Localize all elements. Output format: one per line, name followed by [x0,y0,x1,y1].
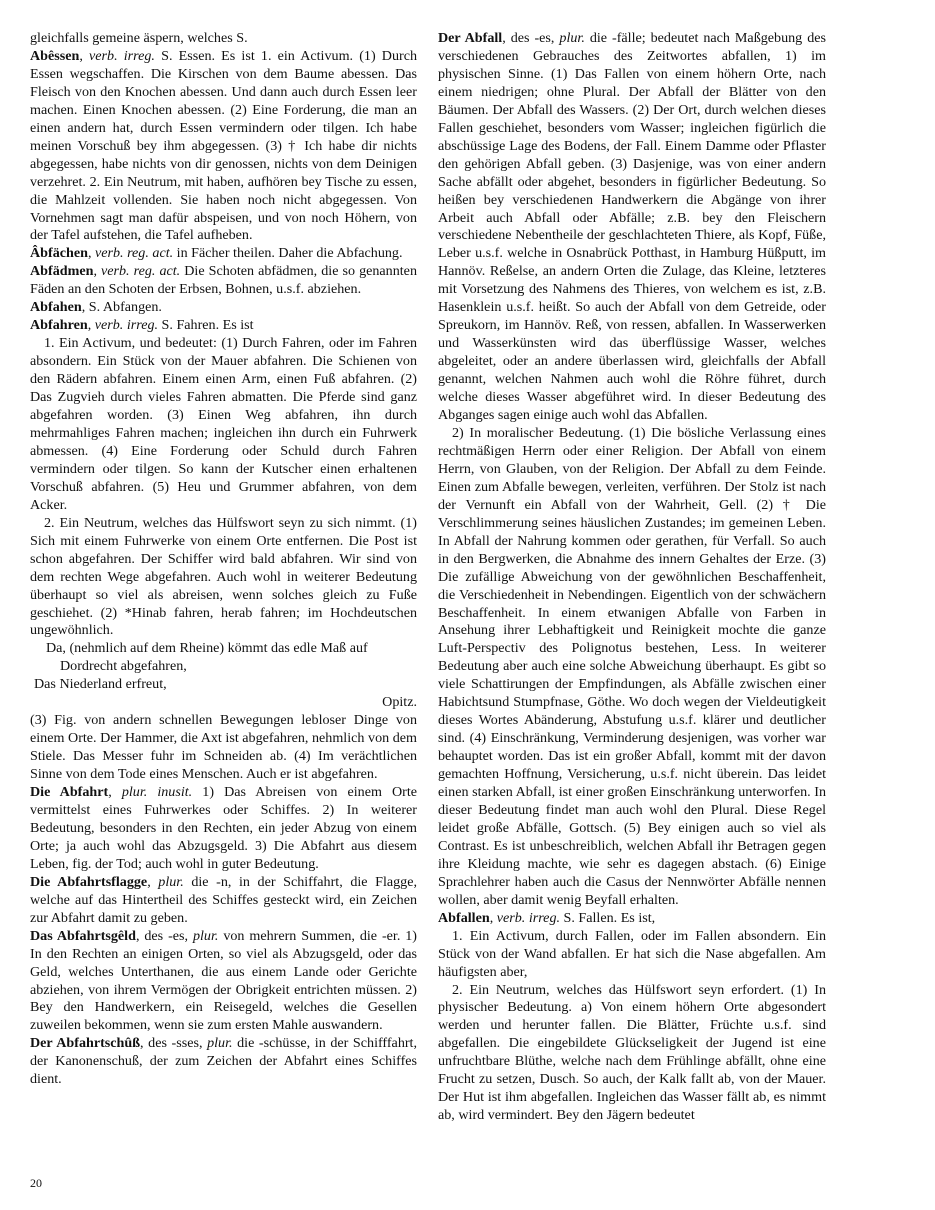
entry-text: , S. Abfangen. [81,299,162,316]
sense-paragraph: 2. Ein Neutrum, welches das Hülfswort seyn erfordert. (1) In physischer Bedeutung. a) Von einem höhern Orte abgesondert werden und herunter fallen. Die Blätter, Früchte u.s.f. sind abgefallen. Die eingebildete Glückseligkeit der Jugend ist eine unfruchtbare Blüthe, welche nach dem Frühlinge abfällt, ohne eine Frucht zu setzen, Dusch. So auch, der Kalk fallt ab, von der Mauer. Der Hut ist ihm abgefallen. Ingleichen das Wasser fällt ab, es nimmt ab, wird vermindert. Bey den Jägern bedeutet [438,981,826,1124]
entry-text: die -n, in der Schiffahrt, die Flagge, welche auf das Hintertheil des Schiffes gesteckt wird, ein Zeichen zur Abfahrt damit zu geben. [30,873,417,926]
headword: Abêssen [30,47,80,64]
grammar-note: plur. [192,927,219,944]
headword: Die Abfahrtsflagge [30,873,148,890]
entry-text: von mehrern Summen, die -er. 1) In den Rechten an einigen Orten, so viel als Abzugsgeld, oder das Geld, welches Unterthanen, die aus einem Lande oder Gerichte abziehen, von ihrem Vermögen der Obrigkeit entrichten müssen. 2) Bey den Handwerkern, ein Reisegeld, welches die Gesellen zuweilen bekommen, wenn sie zum ersten Mahle auswandern. [30,927,417,1034]
entry-abfahren: Abfahren, verb. irreg. S. Fahren. Es ist [30,317,254,334]
entry-abfallen: Abfallen, verb. irreg. S. Fallen. Es ist, [438,909,656,926]
verse-line: Das Niederland erfreut, [34,676,167,693]
verse-author: Opitz. [382,694,417,711]
headword: Die Abfahrt [30,784,109,801]
entry-text: Die Schoten abfädmen, die so genannten Fäden an den Schoten der Erbsen, Bohnen, u.s.f. abziehen. [30,263,417,298]
headword: Der Abfall [438,30,503,46]
headword: Abfahren [30,317,88,334]
grammar-note: plur. inusit. [121,784,193,801]
sense-paragraph: 2. Ein Neutrum, welches das Hülfswort seyn zu sich nimmt. (1) Sich mit einem Fuhrwerke von einem Orte entfernen. Die Post ist schon abgefahren. Der Schiffer wird bald abfahren. Wir sind von dem rechten Wege abgefahren. Auch wohl in weiterer Bedeutung überhaupt so viel als abreisen, wenn solches gleich zu Fuße geschiehet. (2) *Hinab fahren, herab fahren; im Hochdeutschen ungewöhnlich. [30,514,417,639]
right-column [438,30,826,1125]
grammar-note: plur. [207,1035,233,1052]
sense-paragraph: 1. Ein Activum, durch Fallen, oder im Fallen absondern. Ein Stück von der Wand abfallen. Er hat sich die Nase abgefallen. Am häufigsten aber, [438,927,826,980]
grammar-note: verb. irreg. [94,317,159,334]
sense-paragraph: (3) Fig. von andern schnellen Bewegungen lebloser Dinge von einem Orte. Der Hammer, die Axt ist abgefahren, nehmlich von dem Stiele. Das Messer fuhr im Schneiden ab. (4) Im verächtlichen Sinne von dem Tode eines Menschen. Auch er ist abgefahren. [30,712,417,783]
grammar-note: verb. irreg. [89,47,155,64]
entry-abfahrt: Die Abfahrt, plur. inusit. 1) Das Abreisen von einem Orte vermittelst eines Fuhrwerkes oder Schiffes. 2) In weiterer Bedeutung, besonders in den Rechten, ein jeder Abzug von einem Orte; ja auch wohl das Abzugsgeld. 3) Die Abfahrt aus diesem Leben, fig. der Tod; auch wohl in guter Bedeutung. [30,784,418,872]
entry-text: S. Essen. Es ist 1. ein Activum. (1) Durch Essen wegschaffen. Die Kirschen von dem Baume abessen. Das Fleisch von den Knochen abessen. Und dann auch durch Essen leer machen. Einen Knochen abessen. (2) Eine Forderung, die man an einen andern hat, durch Essen vermindern oder tilgen. Ich habe meinen Vorschuß bey ihm abgegessen. (3) † Ich habe dir nichts abgegessen, habe nichts von dir genossen, nichts von dem Deinigen verzehret. 2. Ein Neutrum, mit haben, aufhören bey Tische zu essen, die Mahlzeit vollenden. Sie haben noch nicht abgegessen. Von Vornehmen sagt man dafür abspeisen, und von noch Höhern, von der Tafel aufstehen, die Tafel aufheben. [30,47,418,244]
entry-abfachen: Âbfächen, verb. reg. act. in Fächer theilen. Daher die Abfachung. [30,245,403,262]
entry-text: in Fächer theilen. Daher die Abfachung. [173,245,403,262]
entry-abessen: Abêssen, verb. irreg. S. Essen. Es ist 1. ein Activum. (1) Durch Essen wegschaffen. Die Kirschen von dem Baume abessen. Das Fleisch von den Knochen abessen. Und dann auch durch Essen leer machen. Einen Knochen abessen. (2) Eine Forderung, die man an einen andern hat, durch Essen vermindern oder tilgen. Ich habe meinen Vorschuß bey ihm abgegessen. (3) † Ich habe dir nichts abgegessen, habe nichts von dir genossen, nichts von dem Deinigen verzehret. 2. Ein Neutrum, mit haben, aufhören bey Tische zu essen, die Mahlzeit vollenden. Sie haben noch nicht abgegessen. Von Vornehmen sagt man dafür abspeisen, und von noch Höhern, von der Tafel aufstehen, die Tafel aufheben. [30,47,418,244]
entry-continuation: gleichfalls gemeine äspern, welches S. [30,30,248,46]
sense-paragraph: 1. Ein Activum, und bedeutet: (1) Durch Fahren, oder im Fahren absondern. Ein Stück von der Mauer abfahren. Die Schienen von den Rädern abfahren. Einem einen Arm, einen Fuß abfahren. (2) Das Zugvieh durch vieles Fahren abmatten. Die Pferde sind ganz abgefahren worden. (3) Einen Weg abfahren, ihn durch mehrmahliges Fahren machen; ingleichen ihn durch ein Fuhrwerk abmessen. (4) Eine Forderung oder Schuld durch Fahren vermindern oder tilgen. So kann der Kutscher einen erhaltenen Vorschuß abfahren. (5) Heu und Grummer abfahren, von dem Acker. [30,335,417,513]
entry-abfahrtsflagge: Die Abfahrtsflagge, plur. die -n, in der Schiffahrt, die Flagge, welche auf das Hintertheil des Schiffes gesteckt wird, ein Zeichen zur Abfahrt damit zu geben. [30,873,417,926]
entry-text: die -schüsse, in der Schifffahrt, der Kanonenschuß, der zum Zeichen der Abfahrt eines Schiffes dient. [30,1035,417,1088]
headword: Âbfächen [30,245,88,262]
verse-line: Dordrecht abgefahren, [60,658,187,675]
grammar-note: plur. [559,30,585,46]
grammar-note: verb. reg. act. [95,245,174,262]
entry-text: S. Fallen. Es ist, [560,909,656,926]
entry-text: 1) Das Abreisen von einem Orte vermittelst eines Fuhrwerkes oder Schiffes. 2) In weiterer Bedeutung, besonders in den Rechten, ein jeder Abzug von einem Orte; ja auch wohl das Abzugsgeld. 3) Die Abfahrt aus diesem Leben, fig. der Tod; auch wohl in guter Bedeutung. [30,784,418,872]
grammar-note: verb. irreg. [496,909,561,926]
entry-abfadmen: Abfädmen, verb. reg. act. Die Schoten abfädmen, die so genannten Fäden an den Schoten der Erbsen, Bohnen, u.s.f. abziehen. [30,263,417,298]
verse-line: Da, (nehmlich auf dem Rheine) kömmt das edle Maß auf [46,640,368,657]
entry-abfall [438,30,826,425]
entry-abfahen [30,299,417,317]
headword: Der Abfahrtschûß [30,1035,141,1052]
page-number: 20 [30,1176,42,1190]
left-column [30,30,417,1089]
entry-prefix: , des -es, [135,927,193,944]
entry-text: die -fälle; bedeutet nach Maßgebung des verschiedenen Gebrauches des Zeitwortes abfallen, 1) im physischen Sinne. (1) Das Fallen von einem höhern Orte, nach einem niedrigen; ohne Plural. Der Abfall der Blätter von den Bäumen. Der Abfall des Wassers. (2) Der Ort, durch welchen dieses Fallen geschiehet, besonders vom Wasser; ingleichen figürlich die abschüssige Lage des Bodens, der Fall. Einem Damme oder Pflaster den gehörigen Abfall geben. (3) Dasjenige, was von einer andern Sache abfällt oder abgehet, besonders in figürlicher Bedeutung. So heißen bey verschiedenen Handwerkern die Abgänge von ihrer Arbeit auch Abfall oder Abfälle; z.B. bey den Fleischern verschiedene Nebentheile der geschlachteten Thiere, als Kopf, Füße, Leber u.s.f. welche in Osnabrück Potthast, in Hamburg Hüßputt, im Hannöv. Reßelse, an andern Orten die Zulage, das Kleine, letzteres mit Vorsetzung des Nahmens des Thieres, von welchem es ist, z.B. Hasenklein u.s.f. heißt. So auch der Abfall von dem Getreide, oder Spreukorn, im Hannöv. Reß, von ressen, abfallen. In Wasserwerken und Wasserkünsten wird das überflüssige Wasser, welches abgeleitet, oder an andere überlassen wird, gleichfalls der Abfall genannt, welchen Nahmen auch wohl die Röhre führet, durch welche dieses Wasser abgeführet wird. In dieser Bedeutung des Abganges sagen einige auch wohl das Abfallen. [438,30,826,424]
grammar-note: verb. reg. act. [101,263,181,280]
entry-prefix: , des -sses, [140,1035,208,1052]
entry-prefix: , des -es, [502,30,560,46]
headword: Abfallen [438,909,490,926]
headword: Abfahen [30,299,82,316]
entry-text: S. Fahren. Es ist [158,317,254,334]
entry-abfahrtschuss [30,1035,417,1089]
entry-abfahrtsgeld [30,928,417,1036]
grammar-note: plur. [158,873,184,890]
headword: Abfädmen [30,263,94,280]
headword: Das Abfahrtsgêld [30,927,136,944]
sense-paragraph: 2) In moralischer Bedeutung. (1) Die bösliche Verlassung eines rechtmäßigen Herrn oder einer Religion. Der Abfall von einem Herrn, von Glauben, von der Religion. Der Abfall zu dem Feinde. Einen zum Abfalle bewegen, verleiten, verführen. Der Stolz ist nach der Vernunft ein Abfall von der Wahrheit, Gell. (2) † Die Verschlimmerung seines häuslichen Zustandes; im gemeinen Leben. In Abfall der Nahrung kommen oder gerathen, für Verfall. So auch in den Bergwerken, die Abnahme des innern Gehaltes der Erze. (3) Die zufällige Abweichung von der gewöhnlichen Beschaffenheit, die Verschiedenheit in Nebendingen. Eigentlich von der schwächern Beschaffenheit. In einem etwanigen Abfalle von Farben in Ansehung ihrer Lebhaftigkeit und Reinigkeit mochte die ganze Luft-Perspectiv des Polignotus bestehen, Less. In weiterer Bedeutung aber auch eine solche Abweichung überhaupt. Es gibt so viele Schattirungen der Empfindungen, als Abfälle zwischen einer Habichtsund Stumpfnase, Göthe. Wo doch wegen der Vieldeutigkeit dieses Wortes Abänderung, Abstufung u.s.f. klärer und deutlicher sind. (4) Einschränkung, Verminderung desjenigen, was vorher war behauptet worden. Das ist ein großer Abfall, kommt mit der davon gemachten Hoffnung, Versicherung, u.s.f. nicht überein. Das leidet einen starken Abfall, ist einer großen Einschränkung unterworfen. In dieser Bedeutung findet man auch wohl den Plural. Diese Regel leidet große Abfälle, Gottsch. (5) Bey einigen auch so viel als Contrast. Es ist unbeschreiblich, welchen Abfall ihr Betragen gegen ihre Kleidung machte, wie sehr es dagegen abstach. (6) Einige Sprachlehrer haben auch die Casus der Nennwörter Abfälle nennen wollen, aber damit wenig Beyfall erhalten. [438,424,826,908]
